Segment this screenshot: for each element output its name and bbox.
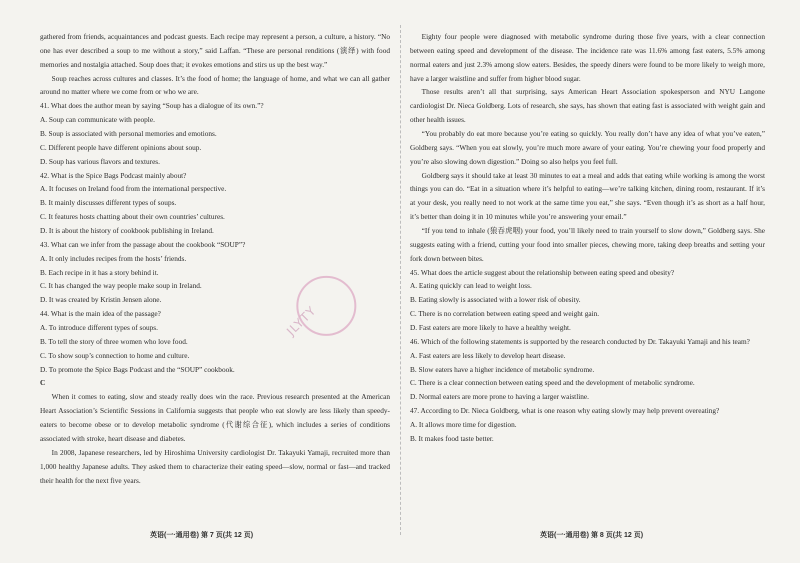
passage-paragraph: “If you tend to inhale (狼吞虎咽) your food, you’ll likely need to train yourself to slow down,” Goldberg says. She suggests eating with a friend, cutting your food into smaller pieces, chewing more, taking deep breaths and setting your fork down between bites. [410,226,765,263]
passage-paragraph: When it comes to eating, slow and steady really does win the race. Previous research presented at the American Heart Association’s Scientific Sessions in California suggests that people who eat slowly are less likely than speedy-eaters to become obese or to develop metabolic syndrome (代谢综合征), which includes a series of conditions associated with stroke, heart disease and diabetes. [40,392,390,443]
passage-paragraph: “You probably do eat more because you’re eating so quickly. You really don’t have any idea of what you’ve eaten,” Goldberg says. “When you eat slowly, you’re much more aware of your eating. You’re chewing your food properly and you’re also slowing down digestion.” Doing so also helps you feel full. [410,129,765,166]
option: B. Eating slowly is associated with a lower risk of obesity. [410,295,581,305]
right-column [410,30,765,446]
question-42: 42. What is the Spice Bags Podcast mainly about? [40,170,187,180]
option: A. It only includes recipes from the hosts’ friends. [40,253,187,263]
watermark-text: JLYTY [283,303,320,339]
option: B. It makes food taste better. [410,433,494,443]
passage-paragraph: Soup reaches across cultures and classes. It’s the food of home; the language of home, and what we can all gather around no matter where we come from or who we are. [40,73,390,97]
option: A. Soup can communicate with people. [40,115,155,125]
option: C. There is no correlation between eating speed and weight gain. [410,309,600,319]
option: B. Each recipe in it has a story behind it. [40,267,159,277]
option: B. Soup is associated with personal memories and emotions. [40,129,217,139]
option: D. It was created by Kristin Jensen alone. [40,295,162,305]
question-47: 47. According to Dr. Nieca Goldberg, what is one reason why eating slowly may help prevent overeating? [410,406,720,416]
option: D. Normal eaters are more prone to having a larger waistline. [410,392,589,402]
question-44: 44. What is the main idea of the passage? [40,309,161,319]
page-divider [400,25,401,535]
option: C. To show soup’s connection to home and culture. [40,350,190,360]
passage-paragraph: In 2008, Japanese researchers, led by Hiroshima University cardiologist Dr. Takayuki Yamaji, recruited more than 1,000 healthy Japanese adults. They asked them to characterize their eating speed—slow, normal or fast—and tracked their health for the next five years. [40,447,390,485]
option: B. It mainly discusses different types of soups. [40,198,177,208]
section-heading: C [40,378,46,388]
page-footer-right: 英语(一·通用卷) 第 8 页(共 12 页) [540,532,644,539]
option: B. Slow eaters have a higher incidence of metabolic syndrome. [410,364,595,374]
passage-paragraph: Goldberg says it should take at least 30 minutes to eat a meal and adds that eating while working is among the worst things you can do. “Eat in a situation where it’s helpful to eating—we’re talking kitchen, dining room, restaurant. If it’s at your desk, you really need to not work at the same time you eat,” she says. “Even though it’s as short as a half hour, it’s better than doing it in 10 minutes while you’re answering your email.” [410,170,765,222]
option: A. It focuses on Ireland food from the international perspective. [40,184,227,194]
question-46: 46. Which of the following statements is supported by the research conducted by Dr. Takayuki Yamaji and his team? [410,336,750,346]
option: C. It has changed the way people make soup in Ireland. [40,281,202,291]
option: D. To promote the Spice Bags Podcast and the “SOUP” cookbook. [40,364,235,374]
option: B. To tell the story of three women who love food. [40,336,188,346]
passage-paragraph: Those results aren’t all that surprising, says American Heart Association spokesperson and NYU Langone cardiologist Dr. Nieca Goldberg. Lots of research, she says, has shown that eating fast is associated with weight gain and other health issues. [410,87,765,125]
option: A. Eating quickly can lead to weight loss. [410,281,532,291]
left-column [40,30,390,487]
option: A. Fast eaters are less likely to develop heart disease. [410,350,566,360]
question-43: 43. What can we infer from the passage about the cookbook “SOUP”? [40,239,246,249]
option: A. To introduce different types of soups. [40,323,158,333]
option: C. Different people have different opinions about soup. [40,142,202,152]
passage-paragraph: Eighty four people were diagnosed with metabolic syndrome during those five years, with a clear connection between eating speed and development of the disease. The incidence rate was 11.6% among fast eaters, 5.5% among normal eaters and just 2.3% among slow eaters. Besides, the speedy diners were found to be more likely to weigh more, have a larger waistline and suffer from higher blood sugar. [410,32,765,83]
option: C. It features hosts chatting about their own countries’ cultures. [40,212,225,222]
option: D. Soup has various flavors and textures. [40,156,160,166]
question-41: 41. What does the author mean by saying “Soup has a dialogue of its own.”? [40,101,264,111]
option: D. Fast eaters are more likely to have a healthy weight. [410,323,571,333]
passage-paragraph: gathered from friends, acquaintances and podcast guests. Each recipe may represent a person, a culture, a history. “No one has ever described a soup to me without a story,” said Laffan. “These are personal renditions (演绎) with food memories and nostalgia attached. Soup does that; it evokes emotions and stirs us up the best way.” [40,32,390,69]
option: A. It allows more time for digestion. [410,420,517,430]
page-footer-left: 英语(一·通用卷) 第 7 页(共 12 页) [150,532,254,539]
option: C. There is a clear connection between eating speed and the development of metabolic syndrome. [410,378,695,388]
option: D. It is about the history of cookbook publishing in Ireland. [40,226,214,236]
question-45: 45. What does the article suggest about the relationship between eating speed and obesity? [410,267,675,277]
